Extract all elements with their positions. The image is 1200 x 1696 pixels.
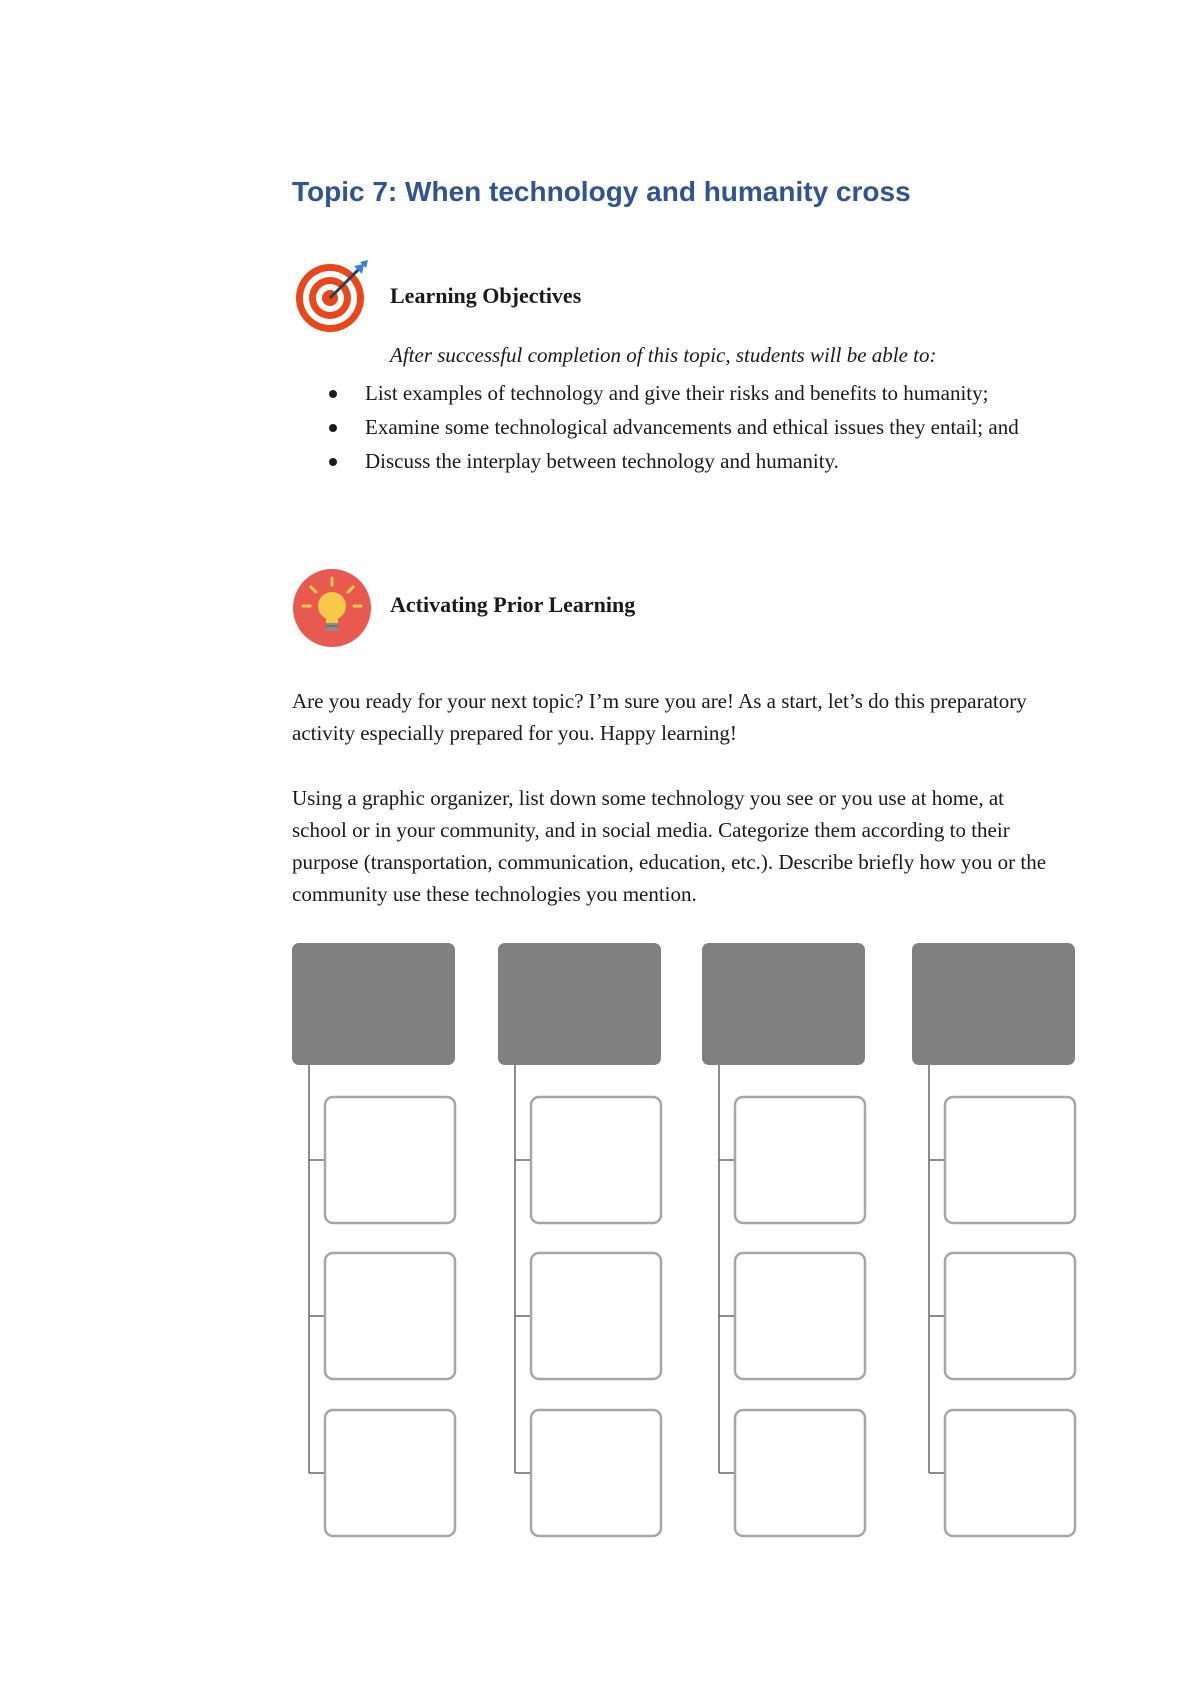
category-header-box [498, 943, 661, 1065]
item-box [325, 1097, 455, 1223]
category-header-box [912, 943, 1075, 1065]
item-box [735, 1097, 865, 1223]
category-header-box [292, 943, 455, 1065]
item-box [945, 1410, 1075, 1536]
intro-paragraph: Are you ready for your next topic? I’m sure you are! As a start, let’s do this preparatory activity especially prepared for you. Happy learning! [292, 689, 1027, 745]
item-box [531, 1410, 661, 1536]
item-box [735, 1253, 865, 1379]
item-box [945, 1253, 1075, 1379]
objectives-intro: After successful completion of this topic, students will be able to: [390, 343, 937, 367]
item-box [735, 1410, 865, 1536]
learning-objectives-heading: Learning Objectives [390, 283, 582, 308]
page-title: Topic 7: When technology and humanity cross [292, 176, 911, 207]
item-box [325, 1253, 455, 1379]
item-box [531, 1097, 661, 1223]
item-box [945, 1097, 1075, 1223]
list-item: Discuss the interplay between technology and humanity. [325, 445, 1045, 477]
item-box [531, 1253, 661, 1379]
instructions-paragraph: Using a graphic organizer, list down some technology you see or you use at home, at school or in your community, and in social media. Categorize them according to their purpose (transportation, communication, education, etc.). Describe briefly how you or the community use these technologies you mention. [292, 786, 1047, 906]
prior-learning-heading: Activating Prior Learning [390, 592, 636, 617]
list-item: Examine some technological advancements and ethical issues they entail; and [325, 411, 1045, 443]
list-item: List examples of technology and give their risks and benefits to humanity; [325, 377, 1045, 409]
item-box [325, 1410, 455, 1536]
category-header-box [702, 943, 865, 1065]
